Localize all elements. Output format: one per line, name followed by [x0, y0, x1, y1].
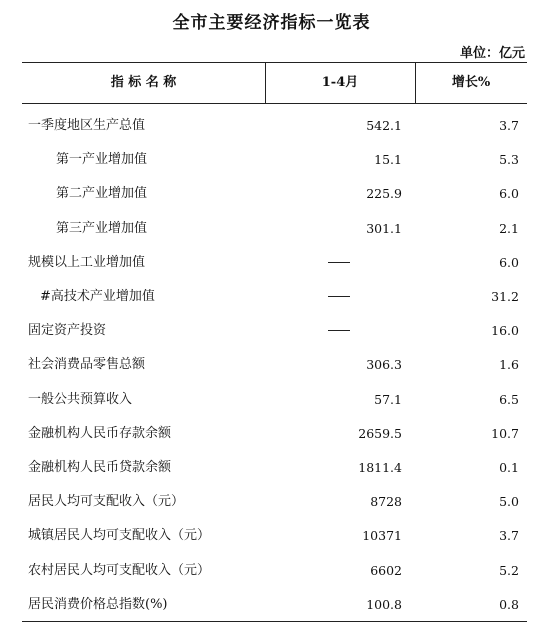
growth-value: 6.0 [499, 254, 519, 270]
table-row [0, 485, 543, 519]
indicator-name: 第二产业增加值 [56, 186, 148, 202]
growth-value: 31.2 [491, 289, 519, 304]
growth-value: 5.2 [499, 562, 519, 578]
growth-value: 1.6 [499, 357, 519, 373]
unit-label: 单位：亿元 [459, 46, 525, 61]
table-row [0, 348, 543, 382]
table-row [0, 177, 543, 211]
table-row [0, 417, 543, 451]
period-value: 100.8 [366, 596, 402, 612]
page-title: 全市主要经济指标一览表 [172, 13, 371, 33]
indicator-name: 规模以上工业增加值 [28, 254, 146, 270]
growth-value: 3.7 [499, 118, 519, 133]
no-value-dash [328, 262, 350, 263]
table-row [0, 280, 543, 314]
table-row [0, 588, 543, 622]
no-value-dash [328, 296, 350, 297]
period-value: 1811.4 [358, 460, 402, 475]
indicator-name: 农村居民人均可支配收入（元） [28, 562, 211, 578]
table-row [0, 143, 543, 177]
growth-value: 0.1 [499, 460, 519, 475]
growth-value: 6.0 [499, 186, 519, 202]
growth-value: 6.5 [499, 391, 519, 407]
table-row [0, 451, 543, 485]
indicator-name: 金融机构人民币贷款余额 [28, 460, 172, 475]
period-value: 57.1 [374, 391, 402, 407]
table-row [0, 383, 543, 417]
header-indicator-name: 指 标 名 称 [110, 75, 177, 90]
period-value: 2659.5 [358, 425, 402, 441]
growth-value: 5.3 [499, 152, 519, 168]
no-value-dash [328, 330, 350, 331]
indicator-name: 第一产业增加值 [56, 152, 148, 168]
period-value: 8728 [370, 494, 402, 510]
indicator-name: 城镇居民人均可支配收入（元） [28, 528, 211, 544]
growth-value: 16.0 [491, 323, 519, 339]
indicator-name: 居民消费价格总指数(%) [28, 596, 168, 612]
indicator-name: 社会消费品零售总额 [28, 357, 146, 373]
header-growth: 增长% [451, 75, 491, 90]
growth-value: 5.0 [499, 494, 519, 510]
indicator-name: 居民人均可支配收入（元） [28, 494, 185, 510]
table-row [0, 519, 543, 553]
table-row [0, 212, 543, 246]
period-value: 301.1 [366, 220, 402, 236]
table-row [0, 314, 543, 348]
indicator-name: #高技术产业增加值 [40, 289, 155, 304]
indicator-name: 一般公共预算收入 [28, 391, 133, 407]
period-value: 10371 [362, 528, 402, 544]
table-row [0, 246, 543, 280]
table-row [0, 554, 543, 588]
indicator-name: 固定资产投资 [28, 323, 107, 339]
growth-value: 3.7 [499, 528, 519, 544]
period-value: 6602 [370, 562, 402, 578]
table-row [0, 109, 543, 143]
period-value: 15.1 [374, 152, 402, 168]
period-value: 225.9 [366, 186, 402, 202]
period-value: 306.3 [366, 357, 402, 373]
period-value: 542.1 [366, 118, 402, 133]
indicator-name: 一季度地区生产总值 [28, 118, 146, 133]
growth-value: 0.8 [499, 596, 519, 612]
growth-value: 2.1 [499, 220, 519, 236]
table-header-rule [22, 103, 527, 104]
header-period: 1-4月 [321, 75, 359, 90]
indicator-name: 金融机构人民币存款余额 [28, 425, 172, 441]
growth-value: 10.7 [491, 425, 519, 441]
indicator-name: 第三产业增加值 [56, 220, 148, 236]
